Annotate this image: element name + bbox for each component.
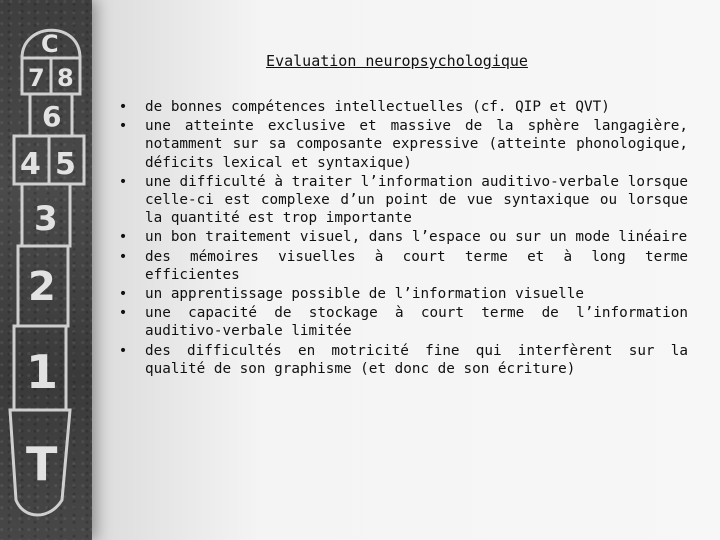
bullet-text: de bonnes compétences intellectuelles (cf. QIP et QVT) <box>145 99 610 115</box>
bullet-item <box>118 285 688 303</box>
bullet-item <box>118 173 688 228</box>
bullet-text: des difficultés en motricité fine qui interfèrent sur la qualité de son graphisme (et donc de son écriture) <box>145 342 688 377</box>
bullet-item <box>118 248 688 284</box>
hopscotch-label-7: 7 <box>28 64 45 92</box>
bullet-list <box>118 98 688 379</box>
hopscotch-label-t: T <box>26 437 58 491</box>
bullet-dot: • <box>118 173 128 190</box>
bullet-text: un apprentissage possible de l’information visuelle <box>145 286 584 303</box>
bullet-text: un bon traitement visuel, dans l’espace ou sur un mode linéaire <box>145 229 688 246</box>
bullet-dot: • <box>118 118 128 135</box>
bullet-dot: • <box>118 305 128 322</box>
bullet-dot: • <box>118 342 128 359</box>
bullet-item <box>118 304 688 340</box>
hopscotch-drawing <box>0 0 92 540</box>
hopscotch-label-2: 2 <box>28 264 56 310</box>
hopscotch-label-c: C <box>41 30 59 58</box>
hopscotch-chalk-image <box>0 0 92 540</box>
bullet-dot: • <box>118 229 128 246</box>
bullet-dot: • <box>118 286 128 303</box>
hopscotch-label-3: 3 <box>34 199 58 239</box>
bullet-text: des mémoires visuelles à court terme et à long terme efficientes <box>145 248 688 283</box>
bullet-dot: • <box>118 99 128 115</box>
bullet-text: une difficulté à traiter l’information auditivo-verbale lorsque celle-ci est complexe d’un point de vue syntaxique ou lorsque la quantité est trop importante <box>145 173 688 227</box>
hopscotch-label-5: 5 <box>55 147 76 182</box>
bullet-item <box>118 228 688 246</box>
hopscotch-label-6: 6 <box>42 100 62 133</box>
bullet-item <box>118 98 688 116</box>
hopscotch-label-4: 4 <box>20 147 41 182</box>
slide-title: Evaluation neuropsychologique <box>266 52 528 70</box>
bullet-item <box>118 342 688 378</box>
hopscotch-label-1: 1 <box>26 345 59 399</box>
hopscotch-label-8: 8 <box>57 64 74 92</box>
bullet-text: une atteinte exclusive et massive de la sphère langagière, notamment sur sa composante expressive (atteinte phonologique, déficits lexical et syntaxique) <box>145 118 688 171</box>
bullet-text: une capacité de stockage à court terme de l’information auditivo-verbale limitée <box>145 305 688 340</box>
bullet-item <box>118 117 688 172</box>
bullet-dot: • <box>118 248 128 265</box>
